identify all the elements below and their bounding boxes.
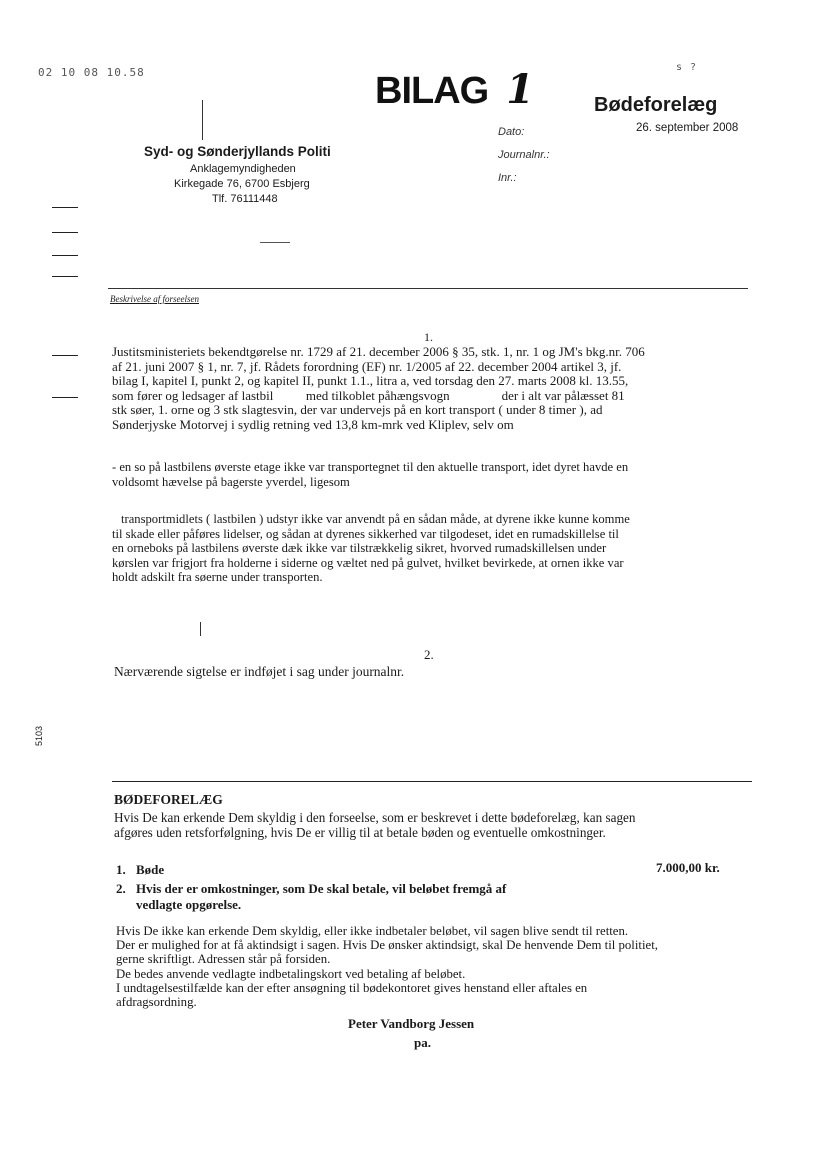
text-line: Sønderjyske Motorvej i sydlig retning ved 13,8 km-mrk ved Kliplev, selv om [112,416,514,432]
margin-mark [52,207,78,208]
section-divider [108,288,748,289]
section-2-number: 2. [424,647,434,662]
text-line: afdragsordning. [116,995,197,1010]
text-line: Hvis der er omkostninger, som De skal betale, vil beløbet fremgå af [136,881,507,896]
bilag-number: 1 [506,66,535,113]
text-line: Justitsministeriets bekendtgørelse nr. 1729 af 21. december 2006 § 35, stk. 1, nr. 1 og JM's bkg.nr. 706 [112,344,645,359]
fine-notes [116,924,766,1009]
margin-mark [52,355,78,356]
scan-artifact [200,622,201,636]
section-1-number: 1. [424,330,433,344]
scan-artifact [202,100,203,140]
text-line: Hvis De ikke kan erkende Dem skyldig, eller ikke indbetaler beløbet, vil sagen blive sendt til retten. [116,924,629,938]
margin-mark [52,255,78,256]
text-line: til skade eller påføres lidelser, og sådan at dyrenes sikkerhed var tilgodeset, idet en rumadskillelse til [112,526,619,541]
text-line: afgøres uden retsforfølgning, hvis De er villig til at betale bøden og eventuelle omkostninger. [114,825,606,840]
text-line: kørslen var frigjort fra holderne i siderne og væltet ned på gulvet, hvilket bevirkede, at ornen ikke var [112,555,624,570]
text-line: stk søer, 1. orne og 3 stk slagtesvin, der var undervejs på en kort transport ( under 8 timer ), ad [112,402,603,417]
text-line: Der er mulighed for at få aktindsigt i sagen. Hvis De ønsker aktindsigt, skal De henvende Dem til politiet, [116,938,658,953]
fine-intro [114,810,754,840]
text-line: transportmidlets ( lastbilen ) udstyr ikke var anvendt på en sådan måde, at dyrene ikke kunne komme [121,512,630,526]
sender-address: Kirkegade 76, 6700 Esbjerg [174,178,310,190]
section-1-paragraph [112,345,752,432]
text-line: - en so på lastbilens øverste etage ikke var transportegnet til den aktuelle transport, idet dyret havde en [112,460,629,474]
margin-mark [52,397,78,398]
side-code: 5103 [34,725,44,746]
bullet-paragraph-2 [112,512,752,585]
margin-mark [52,232,78,233]
date-label: Dato: [498,126,525,138]
section-label: Beskrivelse af forseelsen [110,294,199,304]
fax-corner-mark: s ? [676,62,698,73]
section-2-text: Nærværende sigtelse er indføjet i sag under journalnr. [114,664,405,679]
date-value: 26. september 2008 [636,122,739,134]
sender-department: Anklagemyndigheden [190,163,296,175]
text-line: I undtagelsestilfælde kan der efter ansøgning til bødekontoret gives henstand eller aftales en [116,980,588,995]
signer-suffix: pa. [414,1035,431,1050]
text-line: voldsomt hævelse på bagerste yverdel, ligesom [112,474,350,489]
fine-item-2-text [136,881,696,913]
text-line: som fører og ledsager af lastbil med tilkoblet påhængsvogn der i alt var pålæsset 81 [112,387,625,403]
text-line: holdt adskilt fra søerne under transporten. [112,570,323,584]
bilag-stamp [375,66,534,113]
sender-name: Syd- og Sønderjyllands Politi [144,144,331,159]
text-line: bilag I, kapitel I, punkt 2, og kapitel II, punkt 1.1., litra a, ved torsdag den 27. marts 2008 kl. 13.55, [112,373,629,388]
text-line: en orneboks på lastbilens øverste dæk ikke var tilstrækkelig sikret, hvorved rumadskillelsen under [112,541,607,555]
inr-label: Inr.: [498,172,517,184]
text-line: Hvis De kan erkende Dem skyldig i den forseelse, som er beskrevet i dette bødeforelæg, kan sagen [114,810,636,825]
fax-timestamp: 02 10 08 10.58 [38,66,145,79]
text-line: af 21. juni 2007 § 1, nr. 7, jf. Rådets forordning (EF) nr. 1/2005 af 22. december 2004 artikel 3, jf. [112,358,622,374]
fine-divider [112,781,752,782]
text-line: De bedes anvende vedlagte indbetalingskort ved betaling af beløbet. [116,966,466,981]
sender-phone: Tlf. 76111448 [212,193,278,205]
journal-label: Journalnr.: [498,149,550,161]
bullet-paragraph-1 [112,460,752,489]
text-line: vedlagte opgørelse. [136,897,242,912]
fine-item-2-number: 2. [116,881,126,896]
bilag-word: BILAG [375,70,489,112]
scan-artifact [260,242,290,243]
fine-heading: BØDEFORELÆG [114,792,223,807]
text-line: gerne skriftligt. Adressen står på forsiden. [116,952,331,967]
fine-amount: 7.000,00 kr. [656,860,720,875]
fine-item-1-number: 1. [116,862,126,877]
fine-item-1-label: Bøde [136,862,165,877]
margin-mark [52,276,78,277]
signer-name: Peter Vandborg Jessen [348,1016,475,1031]
document-title: Bødeforelæg [594,94,718,116]
